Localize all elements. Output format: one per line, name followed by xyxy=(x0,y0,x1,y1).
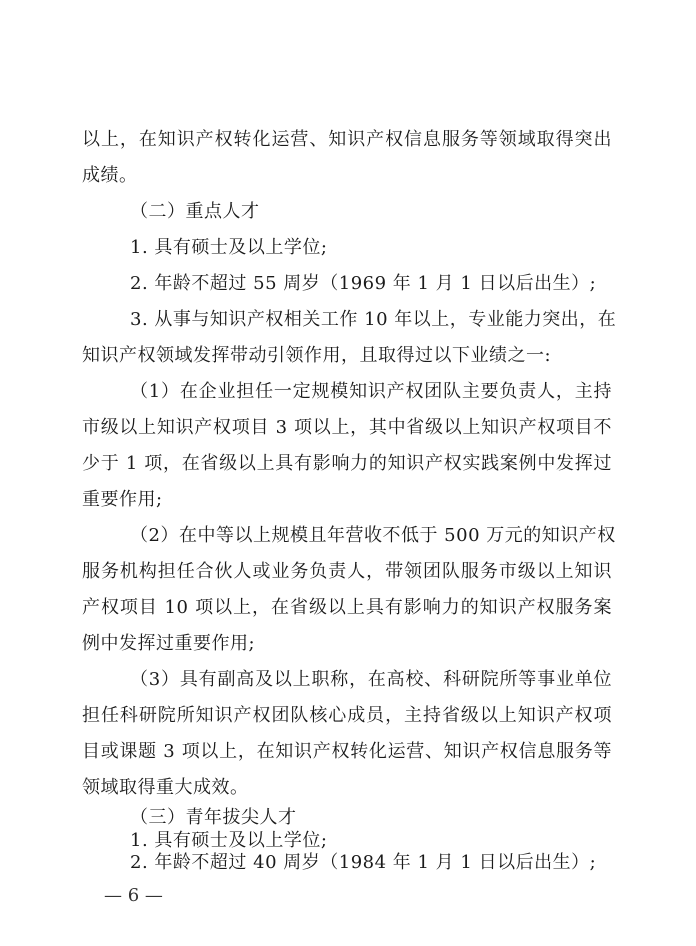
final-line-21: 1. 具有硕士及以上学位; xyxy=(130,830,328,851)
final-line-11: 重要作用; xyxy=(82,489,163,510)
final-line-7: 知识产权领域发挥带动引领作用，且取得过以下业绩之一: xyxy=(82,345,552,366)
final-line-12: （2）在中等以上规模且年营收不低于 500 万元的知识产权 xyxy=(130,525,616,546)
final-line-18: 目或课题 3 项以上，在知识产权转化运营、知识产权信息服务等 xyxy=(82,741,612,762)
final-line-5: 2. 年龄不超过 55 周岁（1969 年 1 月 1 日以后出生）; xyxy=(130,273,597,294)
final-line-14: 产权项目 10 项以上，在省级以上具有影响力的知识产权服务案 xyxy=(82,597,612,618)
footer-page-number: — 6 — xyxy=(104,885,163,906)
final-heading-young-talent: （三）青年拔尖人才 xyxy=(130,807,297,828)
final-line-15: 例中发挥过重要作用; xyxy=(82,633,256,654)
final-heading-key-talent: （二）重点人才 xyxy=(130,201,260,222)
final-line-16: （3）具有副高及以上职称，在高校、科研院所等事业单位 xyxy=(130,669,612,690)
final-line-22: 2. 年龄不超过 40 周岁（1984 年 1 月 1 日以后出生）; xyxy=(130,852,597,873)
final-line-2: 成绩。 xyxy=(82,165,138,186)
final-line-10: 少于 1 项，在省级以上具有影响力的知识产权实践案例中发挥过 xyxy=(82,453,612,474)
final-line-19: 领域取得重大成效。 xyxy=(82,777,249,798)
final-line-1: 以上，在知识产权转化运营、知识产权信息服务等领域取得突出 xyxy=(82,129,612,150)
final-line-8: （1）在企业担任一定规模知识产权团队主要负责人，主持 xyxy=(130,381,612,402)
final-line-13: 服务机构担任合伙人或业务负责人，带领团队服务市级以上知识 xyxy=(82,561,612,582)
final-line-9: 市级以上知识产权项目 3 项以上，其中省级以上知识产权项目不 xyxy=(82,417,612,438)
final-line-6: 3. 从事与知识产权相关工作 10 年以上，专业能力突出，在 xyxy=(130,309,617,330)
final-line-17: 担任科研院所知识产权团队核心成员，主持省级以上知识产权项 xyxy=(82,705,612,726)
final-line-4: 1. 具有硕士及以上学位; xyxy=(130,237,328,258)
